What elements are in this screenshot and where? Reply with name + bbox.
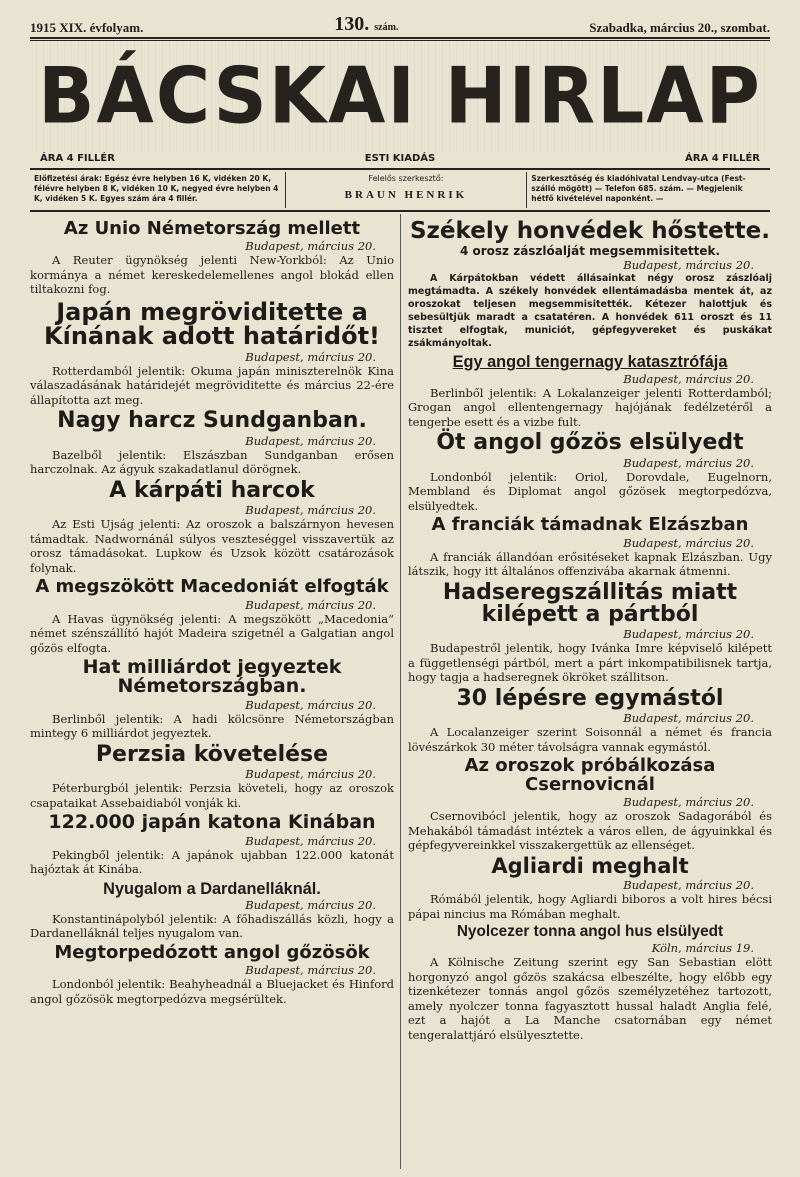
article [30,658,394,741]
article-dateline: Budapest, március 20. [623,878,754,893]
article [408,516,772,578]
article-dateline: Budapest, március 20. [623,711,754,726]
article-body: Pekingből jelentik: A japánok ujabban 122.000 katonát hajóztak át Kinába. [30,847,394,877]
article-dateline: Budapest, március 20. [623,795,754,810]
editor-name: BRAUN HENRIK [344,189,468,201]
article-headline: Hadseregszállitás miatt kilépett a pártból [442,579,738,628]
info-rule [30,210,770,212]
article-dateline: Budapest, március 20. [245,897,376,912]
article-headline: Perzsia követelése [95,741,329,767]
masthead-title [30,39,770,152]
article [30,220,394,297]
editor-label: Felelős szerkesztő: [368,174,444,183]
article-dateline: Budapest, március 20. [245,597,376,612]
article-body: Berlinből jelentik: A hadi kölcsönre Németországban mintegy 6 milliárdot jegyeztek. [30,711,394,741]
article-headline: Nyugalom a Dardanelláknál. [103,878,321,898]
article [408,353,772,429]
article-dateline: Budapest, március 20. [245,833,376,848]
right-column [408,218,772,1045]
article [30,813,394,876]
article [30,941,394,1006]
article-body: A Kölnische Zeitung szerint egy San Sebastian elött horgonyzó angol gőzös szakácsa elbeszélte, hogy előbb egy tizenkétezer tonnás angol gőzös személyzetéhez tartozott, amely nyolczer tonna fagyasztott hussal haladt Anglia felé, ezt a hajót a La Manche csatornában egy német tengeralattjáró elsülyesztette. [408,955,772,1042]
issue-number-suffix: szám. [374,22,399,33]
article-headline: A megszökött Macedoniát elfogták [35,576,389,598]
date-place: Szabadka, március 20., szombat. [589,20,770,35]
article-headline: Japán megröviditette a Kínának adott határidőt! [44,297,380,351]
article-headline: Székely honvédek hőstette. [409,218,770,244]
price-right: ÁRA 4 FILLÉR [685,152,760,164]
article-body: Konstantinápolyból jelentik: A főhadiszállás közli, hogy a Dardanelláknál teljes nyugalom van. [30,911,394,941]
article-dateline: Köln, március 19. [651,941,754,956]
office-info: Szerkesztőség és kiadóhivatal Lendvay-utca (Fest-szálló mögött) — Telefon 685. szám. — Megjelenik hétfő kivételével naponként. — [531,174,746,203]
article-headline: Öt angol gőzös elsülyedt [436,430,744,456]
article-dateline: Budapest, március 20. [245,697,376,712]
article-dateline: Budapest, március 20. [623,371,754,386]
article-dateline: Budapest, március 20. [245,433,376,448]
article-lead: A Kárpátokban védett állásainkat négy orosz zászlóalj megtámadta. A székely honvédek ellentámadásba mentek át, az oroszokat teljesen megsemmisitették. Kétezer halottjuk és sebesültjük maradt a csatatéren. A honvédek 611 oroszt és 11 tisztet elfogtak, municiót, gépfegyvereket és puskákat zsákmányoltak. [408,273,772,350]
issue-number [334,13,398,36]
article-body: Budapestről jelentik, hogy Ivánka Imre képviselő kilépett a függetlenségi pártból, mert a párt inkompatibilisnek tartja, hogy tagja a hadseregnek ökröket szállitson. [408,641,772,685]
article-dateline: Budapest, március 20. [623,535,754,550]
article-headline: 30 lépésre egymástól [456,685,724,711]
article-body: A Reuter ügynökség jelenti New-Yorkból: Az Unio kormánya a német kereskedelemellenes angol blokád ellen tiltakozni fog. [30,253,394,297]
edition-label: ESTI KIADÁS [364,152,436,164]
article [30,578,394,655]
price-left: ÁRA 4 FILLÉR [40,152,115,164]
article [408,853,772,921]
article [30,880,394,941]
editor-info [285,172,528,208]
article-dateline: Budapest, március 20. [623,455,754,470]
article-body: Berlinből jelentik: A Lokalanzeiger jelenti Rotterdamból; Grogan angol ellentengernagy hajójának fedélzetéről a tengerbe esett és a vizbe fult. [408,385,772,429]
article-headline: Hat milliárdot jegyeztek Németországban. [82,656,342,698]
article [30,741,394,810]
article-dateline: Budapest, március 20. [623,258,754,273]
article-headline: A franciák támadnak Elzászban [431,514,749,536]
article-headline: Megtorpedózott angol gőzösök [54,941,370,963]
masthead-title-text: BÁCSKAI HIRLAP [38,50,762,142]
article-subtitle: 4 orosz zászlóalját megsemmisitettek. [459,244,721,259]
article-headline: A kárpáti harcok [109,477,315,503]
article-body: Csernovibócl jelentik, hogy az oroszok Sadagorából és Mehakából támadást intéztek a város ellen, de ágyuinkkal és gépfegyvereinkkel visszakergettük az ellenséget. [408,809,772,853]
article-headline: Agliardi meghalt [491,853,689,878]
issue-info-line [30,14,770,36]
article [408,924,772,1042]
article-dateline: Budapest, március 20. [623,627,754,642]
article-body: Az Esti Ujság jelenti: Az oroszok a balszárnyon hevesen támadtak. Nadwornánál súlyos veszteséggel visszavertük az orosz támadásokat. Lupkow és Uzsok között csatározások folynak. [30,517,394,575]
article-body: A franciák állandóan erősitéseket kapnak Elzászban. Ugy látszik, hogy itt általános offenzivába akarnak átmenni. [408,549,772,579]
article-body: Rotterdamból jelentik: Okuma japán miniszterelnök Kina válaszadásának határidejét megröviditette és március 22-ére állapította azt meg. [30,363,394,407]
issue-number-value: 130. [334,13,370,35]
article-body: Rómából jelentik, hogy Agliardi biboros a volt hires bécsi pápai nincius ma Rómában meghalt. [408,892,772,921]
article [408,579,772,685]
article-dateline: Budapest, március 20. [245,767,376,782]
subscription-info: Előfizetési árak: Egész évre helyben 16 K, vidéken 20 K, félévre helyben 8 K, vidéken 10 K, negyed évre helyben 4 K, vidéken 5 K. Egyes szám ára 4 fillér. [34,174,279,203]
masthead-subline [40,150,760,166]
article [30,297,394,407]
article-dateline: Budapest, március 20. [245,963,376,978]
article-body: A Havas ügynökség jelenti: A megszökött „Macedonia“ német szénszállító hajót Madeira szigetnél a Galgatian angol gőzös elfogta. [30,611,394,655]
article-headline: Az Unio Németország mellett [63,218,361,239]
article [408,757,772,852]
article-body: Londonból jelentik: Beahyheadnál a Bluejacket és Hinford angol gőzösök megtorpedózva megsérültek. [30,977,394,1006]
article-headline: Az oroszok próbálkozása Csernovicnál [464,755,716,795]
info-bar [30,172,770,208]
article [30,477,394,575]
article [408,220,772,350]
article-headline: Nagy harcz Sundganban. [57,408,367,434]
article-dateline: Budapest, március 20. [245,349,376,364]
article-dateline: Budapest, március 20. [245,503,376,518]
column-separator [400,214,401,1169]
article [408,432,772,513]
volume-label: 1915 XIX. évfolyam. [30,20,144,35]
article-body: Londonból jelentik: Oriol, Dorovdale, Eugelnorn, Membland és Diplomat angol gőzösek megtorpedózva, elsülyedtek. [408,469,772,513]
masthead-rule [30,168,770,170]
article-headline: 122.000 japán katona Kinában [48,811,376,834]
article [30,410,394,476]
article-body: A Localanzeiger szerint Soisonnál a német és francia lövészárkok 30 méter távolságra vannak egymástól. [408,725,772,754]
article-dateline: Budapest, március 20. [245,239,376,254]
left-column [30,218,394,1009]
article-headline: Nyolcezer tonna angol hus elsülyedt [456,923,724,941]
article-body: Péterburgból jelentik: Perzsia követeli, hogy az oroszok csapataikat Assebaidiaból vonják ki. [30,781,394,810]
article-headline: Egy angol tengernagy katasztrófája [452,352,728,372]
article [408,685,772,754]
article-body: Bazelből jelentik: Elszászban Sundganban erősen harczolnak. Az ágyuk szakadatlanul dörögnek. [30,447,394,477]
